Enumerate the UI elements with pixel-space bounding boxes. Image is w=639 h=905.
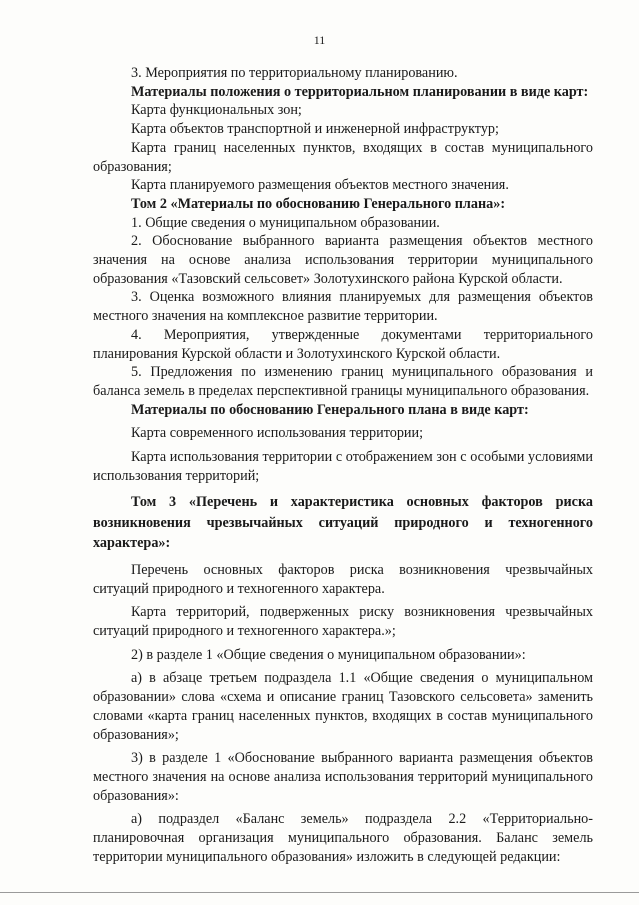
list-item: 1. Общие сведения о муниципальном образовании. — [131, 214, 440, 231]
list-item: Карта объектов транспортной и инженерной инфраструктур; — [131, 121, 499, 138]
list-item: Карта функциональных зон; — [131, 102, 302, 119]
amendment-item: 3) в разделе 1 «Обоснование выбранного варианта размещения объектов местного значения на основе анализа использования территорий муниципального образования»: — [93, 750, 593, 804]
heading-volume-3: Том 3 «Перечень и характеристика основных факторов риска возникновения чрезвычайных ситуаций природного и техногенного характера»: — [93, 494, 593, 552]
heading-volume-2: Том 2 «Материалы по обоснованию Генерального плана»: — [131, 195, 506, 212]
list-item: 3. Оценка возможного влияния планируемых для размещения объектов местного значения на комплексное развитие территории. — [93, 289, 593, 325]
amendment-item: а) подраздел «Баланс земель» подраздела 2.2 «Территориально-планировочная организация муниципального образования. Баланс земель территории муниципального образования» изложить в следующей редакции: — [93, 811, 593, 865]
list-item: 2. Обоснование выбранного варианта размещения объектов местного значения на основе анализа использования территории муниципального образования «Тазовский сельсовет» Золотухинского района Курской области. — [93, 233, 593, 287]
list-item: Перечень основных факторов риска возникновения чрезвычайных ситуаций природного и техногенного характера. — [93, 561, 593, 597]
amendment-item: а) в абзаце третьем подраздела 1.1 «Общие сведения о муниципальном образовании» слова «схема и описание границ Тазовского сельсовета» заменить словами «карта границ населенных пунктов, входящих в состав муниципального образования»; — [93, 670, 593, 743]
amendment-item: 2) в разделе 1 «Общие сведения о муниципальном образовании»: — [131, 646, 526, 663]
heading-justification-maps: Материалы по обоснованию Генерального плана в виде карт: — [131, 401, 529, 418]
page-bottom-edge — [0, 892, 639, 893]
paragraph-measures: 3. Мероприятия по территориальному планированию. — [131, 65, 458, 81]
list-item: Карта планируемого размещения объектов местного значения. — [131, 177, 509, 194]
list-item: 5. Предложения по изменению границ муниципального образования и баланса земель в пределах перспективной границы муниципального образования. — [93, 364, 593, 399]
list-item: Карта современного использования территории; — [131, 425, 424, 442]
list-item: Карта границ населенных пунктов, входящих в состав муниципального образования; — [93, 139, 593, 175]
document-body — [93, 64, 593, 867]
list-item: Карта территорий, подверженных риску возникновения чрезвычайных ситуаций природного и техногенного характера.»; — [93, 604, 593, 640]
page-number: 11 — [313, 33, 326, 47]
heading-map-materials: Материалы положения о территориальном планировании в виде карт: — [131, 83, 589, 100]
list-item: Карта использования территории с отображением зон с особыми условиями использования территорий; — [93, 449, 593, 484]
list-item: 4. Мероприятия, утвержденные документами территориального планирования Курской области и Золотухинского Курской области. — [93, 326, 593, 362]
